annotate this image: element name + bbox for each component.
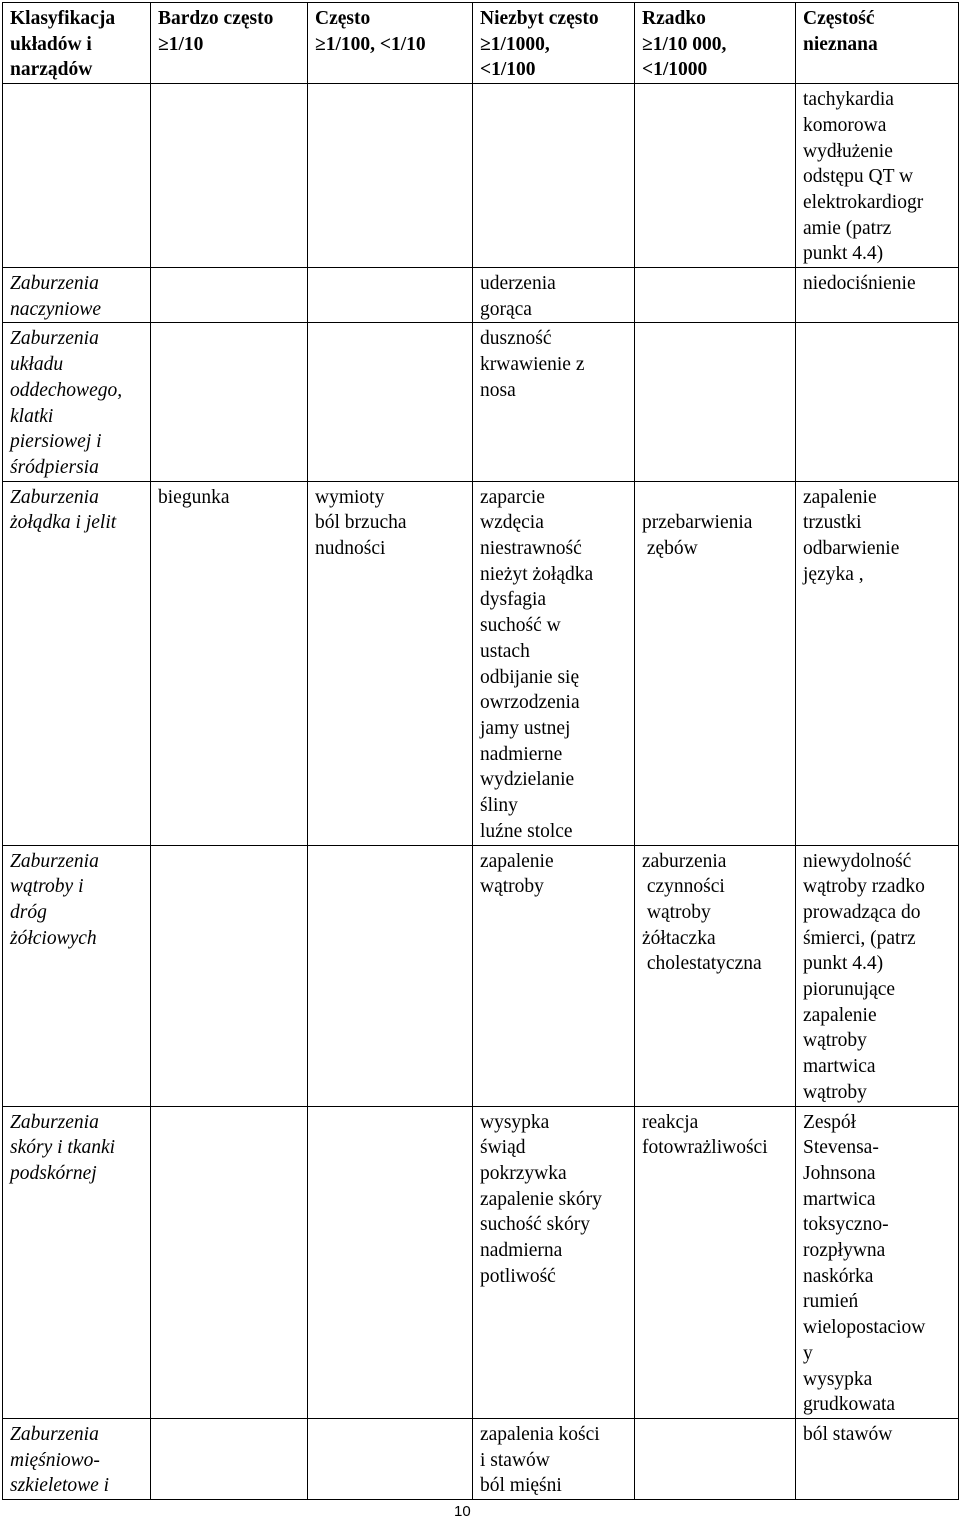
cell-line: układu: [10, 354, 64, 376]
cell-line: grudkowata: [803, 1394, 896, 1416]
cell-unknown: [796, 268, 959, 323]
cell-line: szkieletowe i: [10, 1475, 110, 1497]
cell-uncommon: [473, 1418, 635, 1499]
cell-line: nieżyt żołądka: [480, 563, 594, 585]
cell-class: [3, 845, 151, 1106]
cell-very-common: [151, 481, 308, 845]
cell-line: Bardzo często: [158, 8, 274, 29]
cell-line: narządów: [10, 59, 93, 81]
cell-line: układów i: [10, 33, 92, 55]
cell-line: ustach: [480, 640, 530, 662]
cell-line: trzustki: [803, 512, 862, 534]
cell-class: [3, 323, 151, 481]
cell-line: Zaburzenia: [10, 273, 99, 295]
cell-line: Zespół: [803, 1111, 857, 1133]
table-row: [3, 1418, 959, 1499]
cell-line: wątroby: [803, 1081, 867, 1103]
header-row: [3, 3, 959, 84]
cell-line: wątroby rzadko: [803, 876, 925, 898]
cell-line: nadmierna: [480, 1240, 563, 1262]
cell-line: dysfagia: [480, 589, 547, 611]
cell-class: [3, 481, 151, 845]
cell-very-common: [151, 1106, 308, 1418]
cell-line: ≥1/10 000,: [642, 33, 727, 55]
cell-rare: [635, 845, 796, 1106]
cell-line: zaparcie: [480, 486, 545, 508]
header-common: [308, 3, 473, 84]
table-row: [3, 845, 959, 1106]
cell-common: [308, 323, 473, 481]
cell-line: ból brzucha: [315, 512, 407, 534]
cell-line: Johnsona: [803, 1162, 876, 1184]
cell-uncommon: [473, 845, 635, 1106]
header-very-common: [151, 3, 308, 84]
table-row: [3, 84, 959, 268]
header-rare: [635, 3, 796, 84]
cell-line: mięśniowo-: [10, 1449, 100, 1471]
cell-line: piersiowej i: [10, 431, 102, 453]
cell-line: wątroby: [480, 876, 544, 898]
cell-line: świąd: [480, 1137, 526, 1159]
header-unknown: [796, 3, 959, 84]
cell-line: Zaburzenia: [10, 328, 99, 350]
cell-line: punkt 4.4): [803, 953, 884, 975]
cell-line: luźne stolce: [480, 820, 573, 842]
cell-line: zapalenie skóry: [480, 1188, 602, 1210]
cell-unknown: [796, 84, 959, 268]
cell-class: [3, 84, 151, 268]
cell-class: [3, 1106, 151, 1418]
cell-line: żółciowych: [10, 927, 97, 949]
cell-unknown: [796, 1418, 959, 1499]
cell-line: wątroby: [803, 1030, 867, 1052]
cell-uncommon: [473, 268, 635, 323]
cell-rare: [635, 481, 796, 845]
cell-unknown: [796, 1106, 959, 1418]
adverse-reactions-table: [2, 2, 959, 1500]
cell-common: [308, 1106, 473, 1418]
cell-line: nudności: [315, 538, 386, 560]
cell-line: tachykardia: [803, 89, 894, 111]
cell-line: Częstość: [803, 8, 875, 29]
cell-line: owrzodzenia: [480, 692, 580, 714]
cell-very-common: [151, 323, 308, 481]
cell-line: czynności: [642, 876, 725, 898]
cell-line: suchość w: [480, 615, 561, 637]
cell-line: martwica: [803, 1056, 876, 1078]
cell-line: fotowrażliwości: [642, 1137, 768, 1159]
cell-line: wielopostaciow: [803, 1317, 926, 1339]
cell-line: żółtaczka: [642, 927, 716, 949]
cell-common: [308, 481, 473, 845]
cell-line: wydzielanie: [480, 769, 575, 791]
cell-class: [3, 268, 151, 323]
cell-line: zapalenie: [803, 1004, 877, 1026]
cell-line: i stawów: [480, 1449, 550, 1471]
cell-line: nieznana: [803, 33, 878, 55]
table-row: [3, 481, 959, 845]
cell-line: pokrzywka: [480, 1162, 567, 1184]
cell-very-common: [151, 1418, 308, 1499]
cell-line: śliny: [480, 795, 518, 817]
cell-line: jamy ustnej: [480, 717, 571, 739]
cell-class: [3, 1418, 151, 1499]
cell-line: rumień: [803, 1291, 859, 1313]
cell-rare: [635, 84, 796, 268]
cell-line: gorąca: [480, 298, 532, 320]
header-uncommon: [473, 3, 635, 84]
cell-line: potliwość: [480, 1265, 556, 1287]
cell-line: Zaburzenia: [10, 486, 99, 508]
cell-line: toksyczno-: [803, 1214, 889, 1236]
cell-line: skóry i tkanki: [10, 1137, 116, 1159]
cell-line: uderzenia: [480, 273, 556, 295]
cell-very-common: [151, 845, 308, 1106]
cell-unknown: [796, 845, 959, 1106]
cell-common: [308, 268, 473, 323]
cell-line: biegunka: [158, 486, 230, 508]
cell-rare: [635, 268, 796, 323]
cell-line: krwawienie z: [480, 354, 585, 376]
cell-uncommon: [473, 323, 635, 481]
cell-uncommon: [473, 1106, 635, 1418]
table-row: [3, 323, 959, 481]
cell-common: [308, 845, 473, 1106]
cell-line: Rzadko: [642, 8, 706, 29]
cell-line: zapalenie: [480, 850, 554, 872]
cell-line: niestrawność: [480, 538, 582, 560]
cell-line: martwica: [803, 1188, 876, 1210]
cell-line: zębów: [642, 538, 698, 560]
page-number: 10: [454, 1503, 471, 1520]
cell-line: zapalenia kości: [480, 1423, 600, 1445]
cell-line: <1/1000: [642, 59, 708, 81]
table-row: [3, 268, 959, 323]
cell-common: [308, 84, 473, 268]
cell-unknown: [796, 481, 959, 845]
cell-line: ≥1/1000,: [480, 33, 550, 55]
cell-rare: [635, 1106, 796, 1418]
cell-line: Niezbyt często: [480, 8, 599, 29]
cell-line: Zaburzenia: [10, 1423, 99, 1445]
cell-line: komorowa: [803, 114, 887, 136]
cell-line: Klasyfikacja: [10, 8, 116, 29]
cell-line: naskórka: [803, 1265, 874, 1287]
cell-line: zaburzenia: [642, 850, 727, 872]
cell-line: odbarwienie: [803, 538, 900, 560]
cell-line: [642, 485, 789, 511]
table-row: [3, 1106, 959, 1418]
cell-line: duszność: [480, 328, 552, 350]
cell-line: żołądka i jelit: [10, 512, 117, 534]
cell-line: amie (patrz: [803, 217, 892, 239]
cell-line: <1/100: [480, 59, 536, 81]
cell-line: y: [803, 1342, 813, 1364]
cell-line: odstępu QT w: [803, 166, 914, 188]
cell-line: Często: [315, 8, 371, 29]
cell-line: punkt 4.4): [803, 243, 884, 265]
cell-line: przebarwienia: [642, 512, 753, 534]
cell-line: ≥1/100, <1/10: [315, 33, 426, 55]
cell-rare: [635, 1418, 796, 1499]
cell-line: wydłużenie: [803, 140, 893, 162]
cell-line: niewydolność: [803, 850, 912, 872]
cell-line: niedociśnienie: [803, 273, 916, 295]
cell-line: suchość skóry: [480, 1214, 590, 1236]
cell-line: wątroby i: [10, 876, 84, 898]
cell-line: wysypka: [480, 1111, 550, 1133]
cell-line: wątroby: [642, 901, 711, 923]
cell-line: elektrokardiogr: [803, 191, 924, 213]
cell-line: języka ,: [803, 563, 864, 585]
cell-line: wymioty: [315, 486, 385, 508]
cell-line: ból mięśni: [480, 1475, 562, 1497]
cell-line: śmierci, (patrz: [803, 927, 916, 949]
cell-line: cholestatyczna: [642, 953, 762, 975]
cell-line: śródpiersia: [10, 456, 99, 478]
cell-line: dróg: [10, 901, 47, 923]
cell-line: Stevensa-: [803, 1137, 879, 1159]
cell-very-common: [151, 84, 308, 268]
cell-line: prowadząca do: [803, 901, 921, 923]
cell-rare: [635, 323, 796, 481]
cell-line: ≥1/10: [158, 33, 204, 55]
cell-line: piorunujące: [803, 979, 896, 1001]
cell-line: oddechowego,: [10, 379, 123, 401]
cell-common: [308, 1418, 473, 1499]
cell-line: wzdęcia: [480, 512, 544, 534]
cell-line: rozpływna: [803, 1240, 886, 1262]
cell-line: wysypka: [803, 1368, 873, 1390]
cell-uncommon: [473, 84, 635, 268]
cell-line: nadmierne: [480, 743, 563, 765]
cell-line: naczyniowe: [10, 298, 101, 320]
cell-line: Zaburzenia: [10, 850, 99, 872]
header-classification: [3, 3, 151, 84]
cell-uncommon: [473, 481, 635, 845]
cell-very-common: [151, 268, 308, 323]
cell-line: zapalenie: [803, 486, 877, 508]
cell-line: ból stawów: [803, 1423, 893, 1445]
cell-unknown: [796, 323, 959, 481]
cell-line: Zaburzenia: [10, 1111, 99, 1133]
cell-line: podskórnej: [10, 1162, 97, 1184]
cell-line: reakcja: [642, 1111, 699, 1133]
cell-line: nosa: [480, 379, 516, 401]
cell-line: klatki: [10, 405, 54, 427]
cell-line: odbijanie się: [480, 666, 580, 688]
